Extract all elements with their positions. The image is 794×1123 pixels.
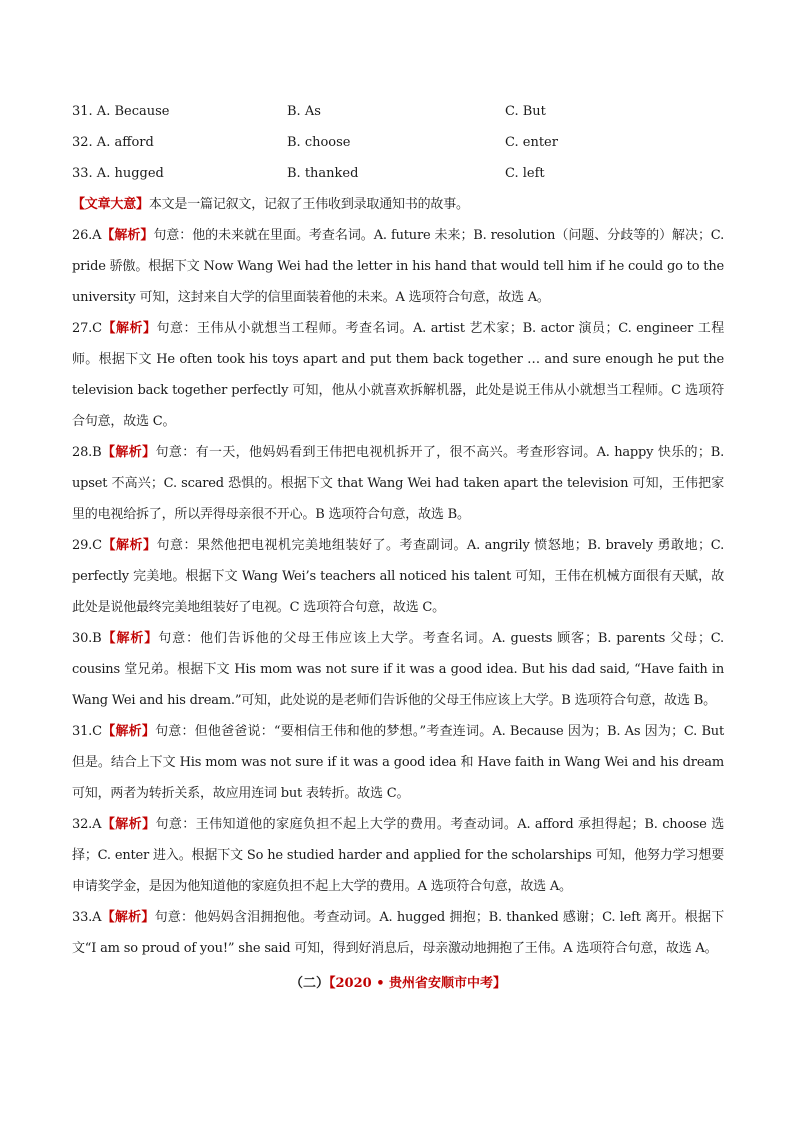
- option-c: C. left: [505, 166, 545, 181]
- option-c: C. But: [505, 104, 546, 119]
- option-b: B. choose: [287, 135, 351, 150]
- analysis-text: 句意：但他爸爸说：“要相信王伟和他的梦想。”考查连词。A. Because 因为；B. As 因为；C. But 但是。结合上下文 His mom was not sure if it was a good idea 和 Have faith in Wang Wei and his dream 可知，两者为转折关系，故应用连词 but 表转折。故选 C。: [72, 724, 724, 801]
- option-a: 31. A. Because: [72, 104, 170, 119]
- analysis-text: 句意：他妈妈含泪拥抱他。考查动词。A. hugged 拥抱；B. thanked 感谢；C. left 离开。根据下文“I am so proud of you!” she said 可知，得到好消息后，母亲激动地拥抱了王伟。A 选项符合句意，故选 A。: [72, 910, 724, 956]
- analysis-tag: 【解析】: [101, 228, 154, 243]
- analysis-text: 句意：他的未来就在里面。考查名词。A. future 未来；B. resolution（问题、分歧等的）解决；C. pride 骄傲。根据下文 Now Wang Wei had the letter in his hand that would tell him if he could go to the university 可知，这封来自大学的信里面装着他的未来。A 选项符合句意，故选 A。: [72, 228, 725, 305]
- analysis-tag: 【解析】: [101, 910, 155, 925]
- analysis-tag: 【解析】: [101, 321, 157, 336]
- analysis-text: 句意：王伟知道他的家庭负担不起上大学的费用。考查动词。A. afford 承担得起；B. choose 选择；C. enter 进入。根据下文 So he studied harder and applied for the scholarships 可知，他努力学习想要申请奖学金，是因为他知道他的家庭负担不起上大学的费用。A 选项符合句意，故选 A。: [72, 817, 724, 894]
- explanation-paragraph: [72, 437, 724, 530]
- analysis-text: 句意：果然他把电视机完美地组装好了。考查副词。A. angrily 愤怒地；B. bravely 勇敢地；C. perfectly 完美地。根据下文 Wang Wei’s teachers all noticed his talent 可知，王伟在机械方面很有天赋，故此处是说他最终完美地组装好了电视。C 选项符合句意，故选 C。: [72, 538, 724, 615]
- explanation-paragraph: [72, 623, 724, 716]
- section-prefix: （二）: [289, 976, 329, 991]
- analysis-tag: 【解析】: [101, 538, 157, 553]
- option-a: 33. A. hugged: [72, 166, 164, 181]
- explanation-paragraph: [72, 530, 724, 623]
- explanation-paragraph: [72, 313, 724, 437]
- document-page: [72, 96, 724, 999]
- option-row: [72, 127, 724, 158]
- option-a: 32. A. afford: [72, 135, 154, 150]
- summary-text: 本文是一篇记叙文，记叙了王伟收到录取通知书的故事。: [148, 197, 469, 212]
- option-b: B. As: [287, 104, 321, 119]
- analysis-text: 句意：王伟从小就想当工程师。考查名词。A. artist 艺术家；B. actor 演员；C. engineer 工程师。根据下文 He often took his toys apart and put them back together … and sure enough he put the television back together perfectly 可知，他从小就喜欢拆解机器，此处是说王伟从小就想当工程师。C 选项符合句意，故选 C。: [72, 321, 724, 429]
- analysis-text: 句意：有一天，他妈妈看到王伟把电视机拆开了，很不高兴。考查形容词。A. happy 快乐的；B. upset 不高兴；C. scared 恐惧的。根据下文 that Wang Wei had taken apart the television 可知，王伟把家里的电视给拆了，所以弄得母亲很不开心。B 选项符合句意，故选 B。: [72, 445, 725, 522]
- answer-number: 27.C: [72, 321, 102, 336]
- analysis-tag: 【解析】: [101, 445, 156, 460]
- options-block: [72, 96, 724, 189]
- answer-number: 28.B: [72, 445, 102, 460]
- summary-tag: 【文章大意】: [72, 197, 149, 212]
- answer-number: 26.A: [72, 228, 102, 243]
- option-b: B. thanked: [287, 166, 359, 181]
- option-c: C. enter: [505, 135, 558, 150]
- summary-paragraph: [72, 189, 724, 220]
- analysis-tag: 【解析】: [101, 817, 156, 832]
- section-heading: [72, 968, 724, 999]
- option-row: [72, 158, 724, 189]
- answer-number: 31.C: [72, 724, 102, 739]
- answer-number: 33.A: [72, 910, 102, 925]
- analysis-tag: 【解析】: [101, 631, 159, 646]
- explanation-paragraph: [72, 716, 724, 809]
- analysis-text: 句意：他们告诉他的父母王伟应该上大学。考查名词。A. guests 顾客；B. parents 父母；C. cousins 堂兄弟。根据下文 His mom was not sure if it was a good idea. But his dad said, “Have faith in Wang Wei and his dream.”可知，此处说的是老师们告诉他的父母王伟应该上大学。B 选项符合句意，故选 B。: [72, 631, 724, 708]
- option-row: [72, 96, 724, 127]
- answer-number: 29.C: [72, 538, 102, 553]
- explanations-block: [72, 220, 724, 964]
- section-source: 【2020 • 贵州省安顺市中考】: [328, 976, 507, 991]
- explanation-paragraph: [72, 809, 724, 902]
- answer-number: 30.B: [72, 631, 102, 646]
- explanation-paragraph: [72, 220, 724, 313]
- explanation-paragraph: [72, 902, 724, 964]
- answer-number: 32.A: [72, 817, 102, 832]
- analysis-tag: 【解析】: [101, 724, 156, 739]
